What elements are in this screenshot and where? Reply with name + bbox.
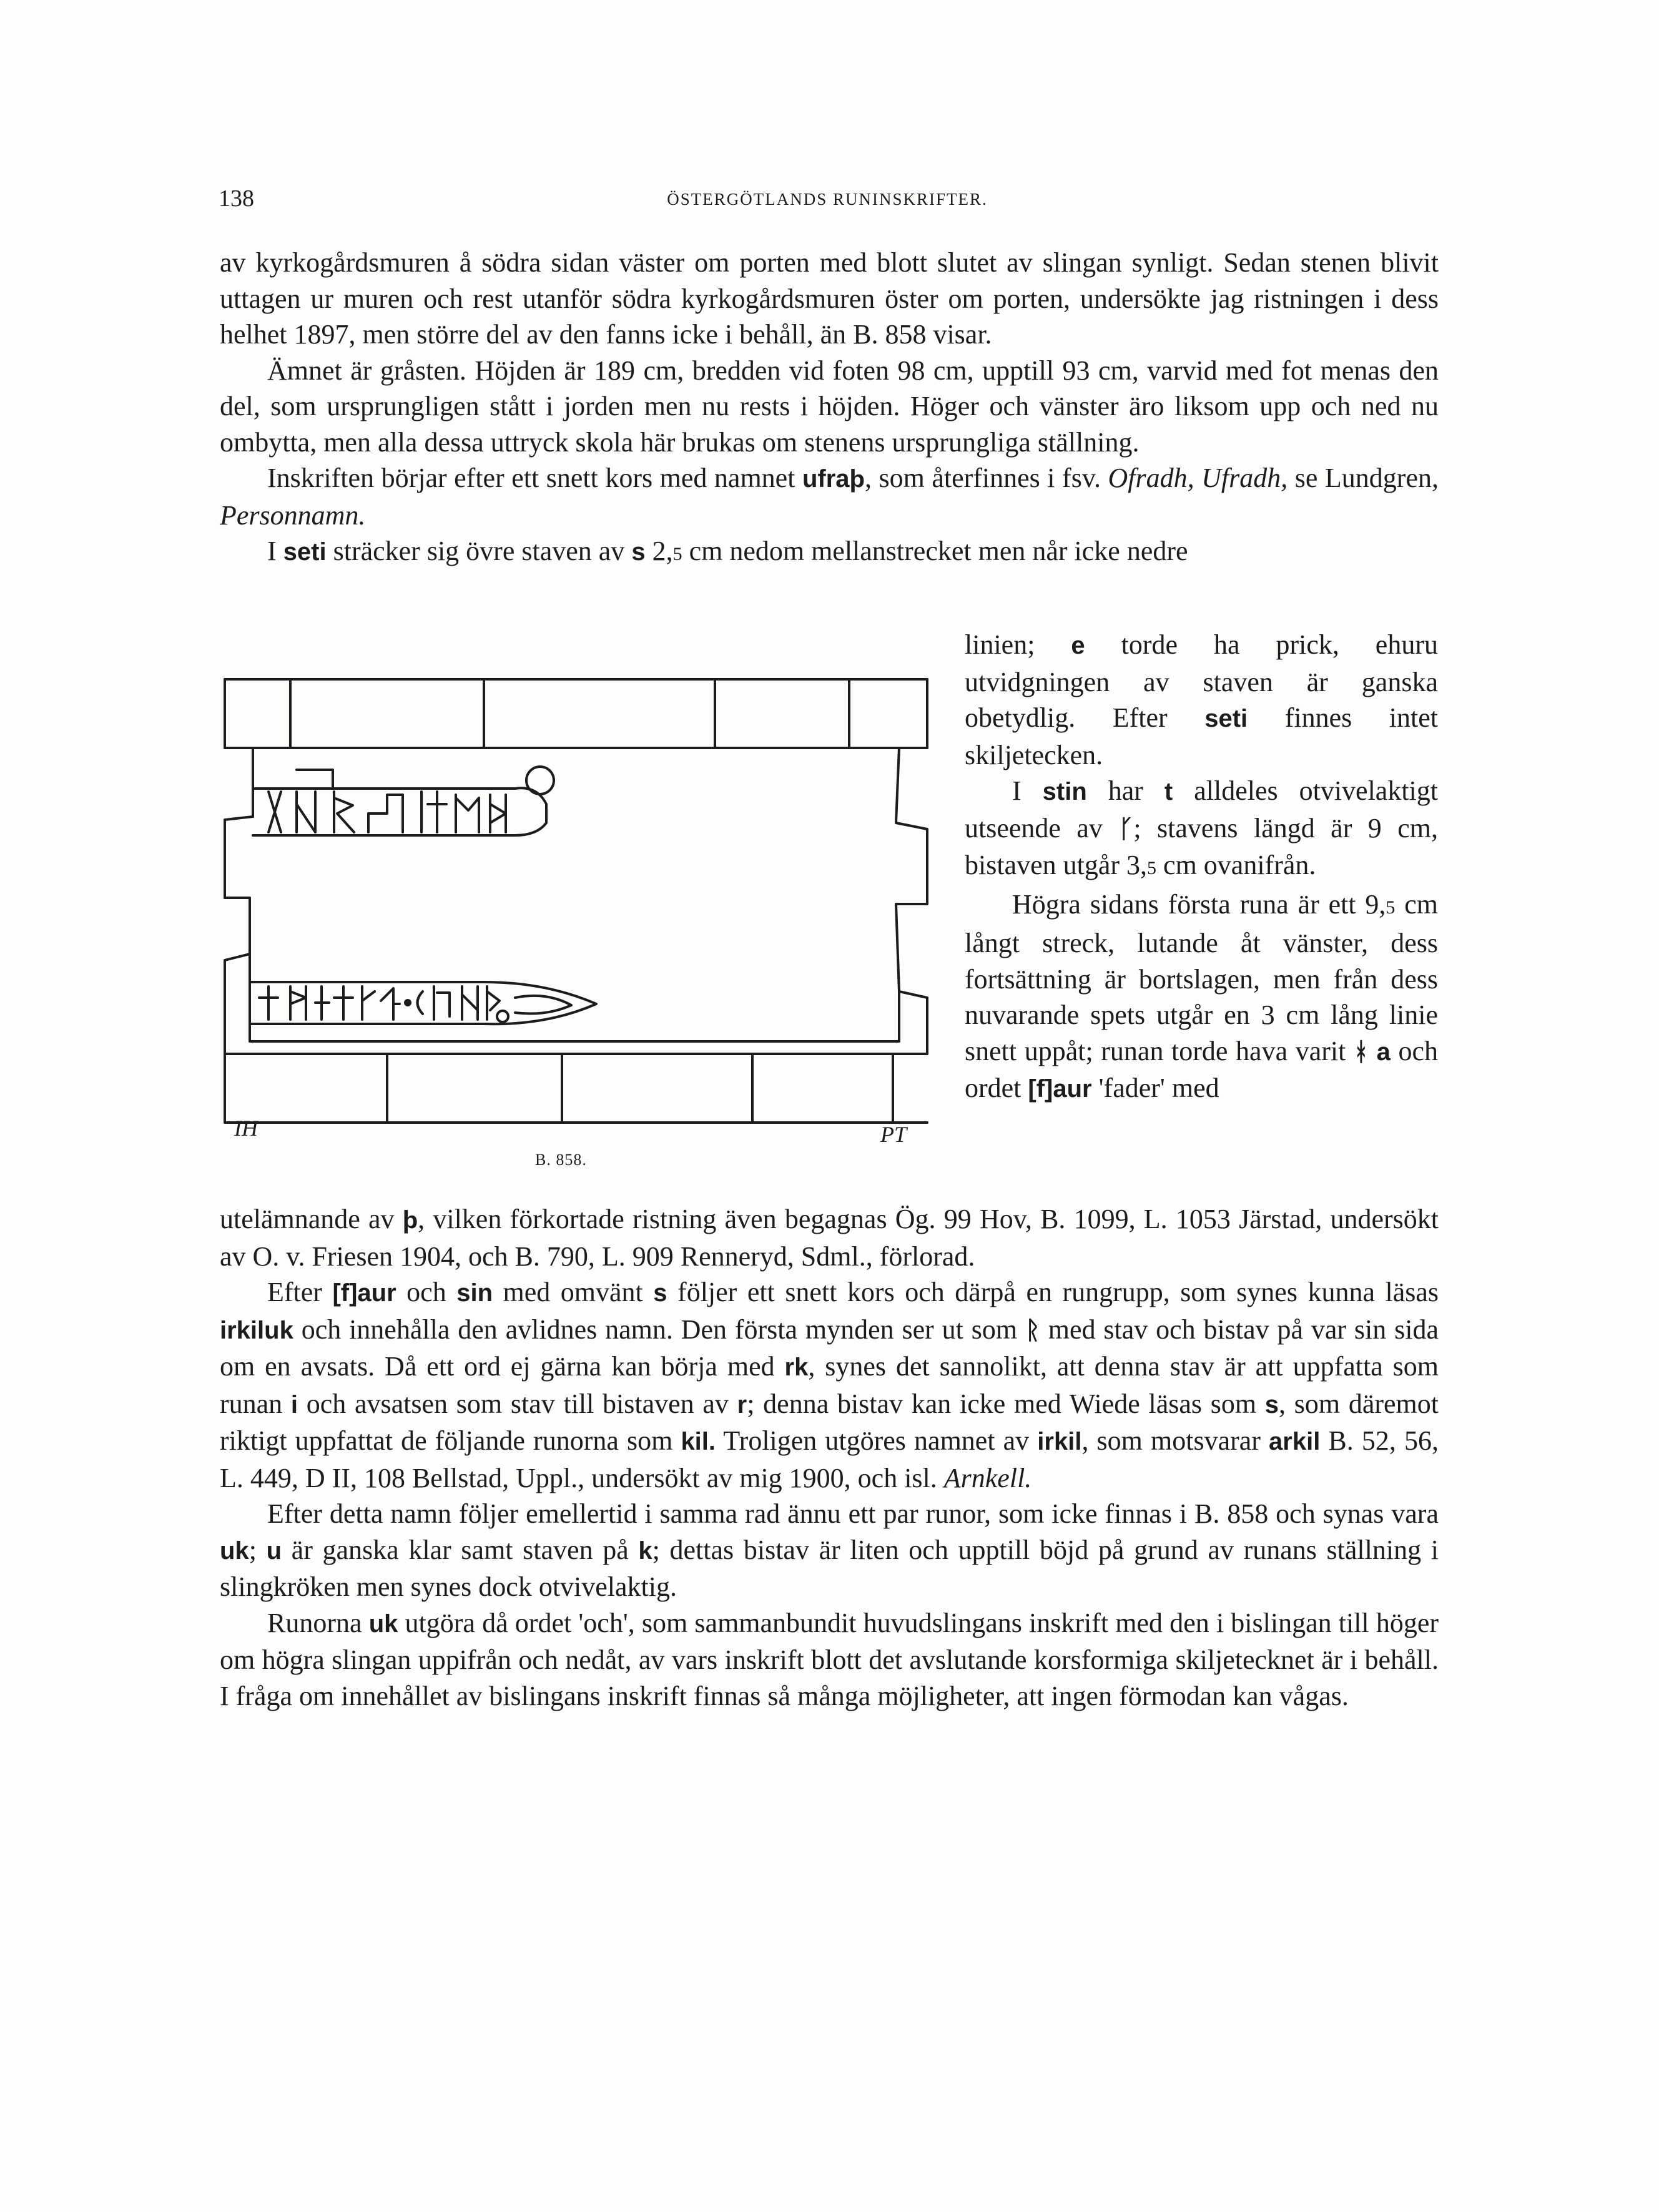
paragraph-5: I stin har t alldeles otvivelaktigt utseende av ᚴ; stavens längd är 9 cm, bistaven utgår 3,5 cm ovanifrån. (965, 775, 1439, 880)
body-text-top (220, 245, 1439, 573)
paragraph-7: Efter [f]aur och sin med omvänt s följer ett snett kors och därpå en rungrupp, som synes kunna läsas irkiluk och innehålla den avlidnes namn. Den första mynden ser ut som ᚱ med stav och bistav på var sin sida om en avsats. Då ett ord ej gärna kan börja med rk, synes det sannolikt, att denna stav är att uppfatta som runan i och avsatsen som stav till bistaven av r; denna bistav kan icke med Wiede läsas som s, som däremot riktigt uppfattat de följande runorna som kil. Troligen utgöres namnet av irkil, som motsvarar arkil B. 52, 56, L. 449, D II, 108 Bellstad, Uppl., undersökt av mig 1900, och isl. Arnkell. (220, 1277, 1439, 1493)
body-text-side-column (965, 627, 1438, 1108)
body-text-bottom (220, 1201, 1439, 1714)
runestone-drawing (222, 642, 946, 1191)
paragraph-2: Ämnet är gråsten. Höjden är 189 cm, bredden vid foten 98 cm, upptill 93 cm, varvid med fot menas den del, som ursprungligen stått i jorden men nu rests i höjden. Höger och vänster äro liksom upp och ned nu ombytta, men alla dessa uttryck skola här brukas om stenens ursprungliga ställning. (220, 355, 1439, 458)
paragraph-4-continued: linien; e torde ha prick, ehuru utvidgningen av staven är ganska obetydlig. Efter seti finnes intet skiljetecken. (965, 629, 1438, 770)
paragraph-3: Inskriften börjar efter ett snett kors med namnet ufraþ, som återfinnes i fsv. Ofradh, Ufradh, se Lundgren, Personnamn. (220, 463, 1439, 531)
rune-transliteration: ufraþ (802, 465, 865, 493)
page-number: 138 (219, 185, 254, 212)
figure-initials-right: PT (880, 1122, 907, 1147)
paragraph-6-continued: utelämnande av þ, vilken förkortade ristning även begagnas Ög. 99 Hov, B. 1099, L. 1053 Järstad, undersökt av O. v. Friesen 1904, och B. 790, L. 909 Renneryd, Sdml., förlorad. (220, 1204, 1439, 1272)
figure-caption: B. 858. (535, 1151, 587, 1169)
running-title: ÖSTERGÖTLANDS RUNINSKRIFTER. (667, 190, 988, 209)
figure-initials-left: IH (234, 1116, 258, 1141)
paragraph-9: Runorna uk utgöra då ordet 'och', som sammanbundit huvudslingans inskrift med den i bislingan till höger om högra slingan uppifrån och nedåt, av vars inskrift blott det avslutande korsformiga skiljetecknet är i behåll. I fråga om innehållet av bislingans inskrift finnas så många möjligheter, att ingen förmodan kan vågas. (220, 1607, 1439, 1711)
paragraph-4-start: I seti sträcker sig övre staven av s 2,5 cm nedom mellanstrecket men når icke nedre (267, 536, 1188, 566)
paragraph-1: av kyrkogårdsmuren å södra sidan väster om porten med blott slutet av slingan synligt. Sedan stenen blivit uttagen ur muren och rest utanför södra kyrkogårdsmuren öster om porten, undersökte jag ristningen i dess helhet 1897, men större del av den fanns icke i behåll, än B. 858 visar. (220, 247, 1439, 350)
runestone-figure (222, 642, 946, 1191)
paragraph-8: Efter detta namn följer emellertid i samma rad ännu ett par runor, som icke finnas i B. 858 och synas vara uk; u är ganska klar samt staven på k; dettas bistav är liten och upptill böjd på grund av runans ställning i slingkröken men synes dock otvivelaktig. (220, 1498, 1439, 1602)
page-header (219, 185, 1436, 222)
paragraph-6-start: Högra sidans första runa är ett 9,5 cm långt streck, lutande åt vänster, dess fortsättning är bortslagen, men från dess nuvarande spets utgår en 3 cm lång linie snett uppåt; runan torde hava varit ᚼ a och ordet [f]aur 'fader' med (965, 888, 1438, 1103)
